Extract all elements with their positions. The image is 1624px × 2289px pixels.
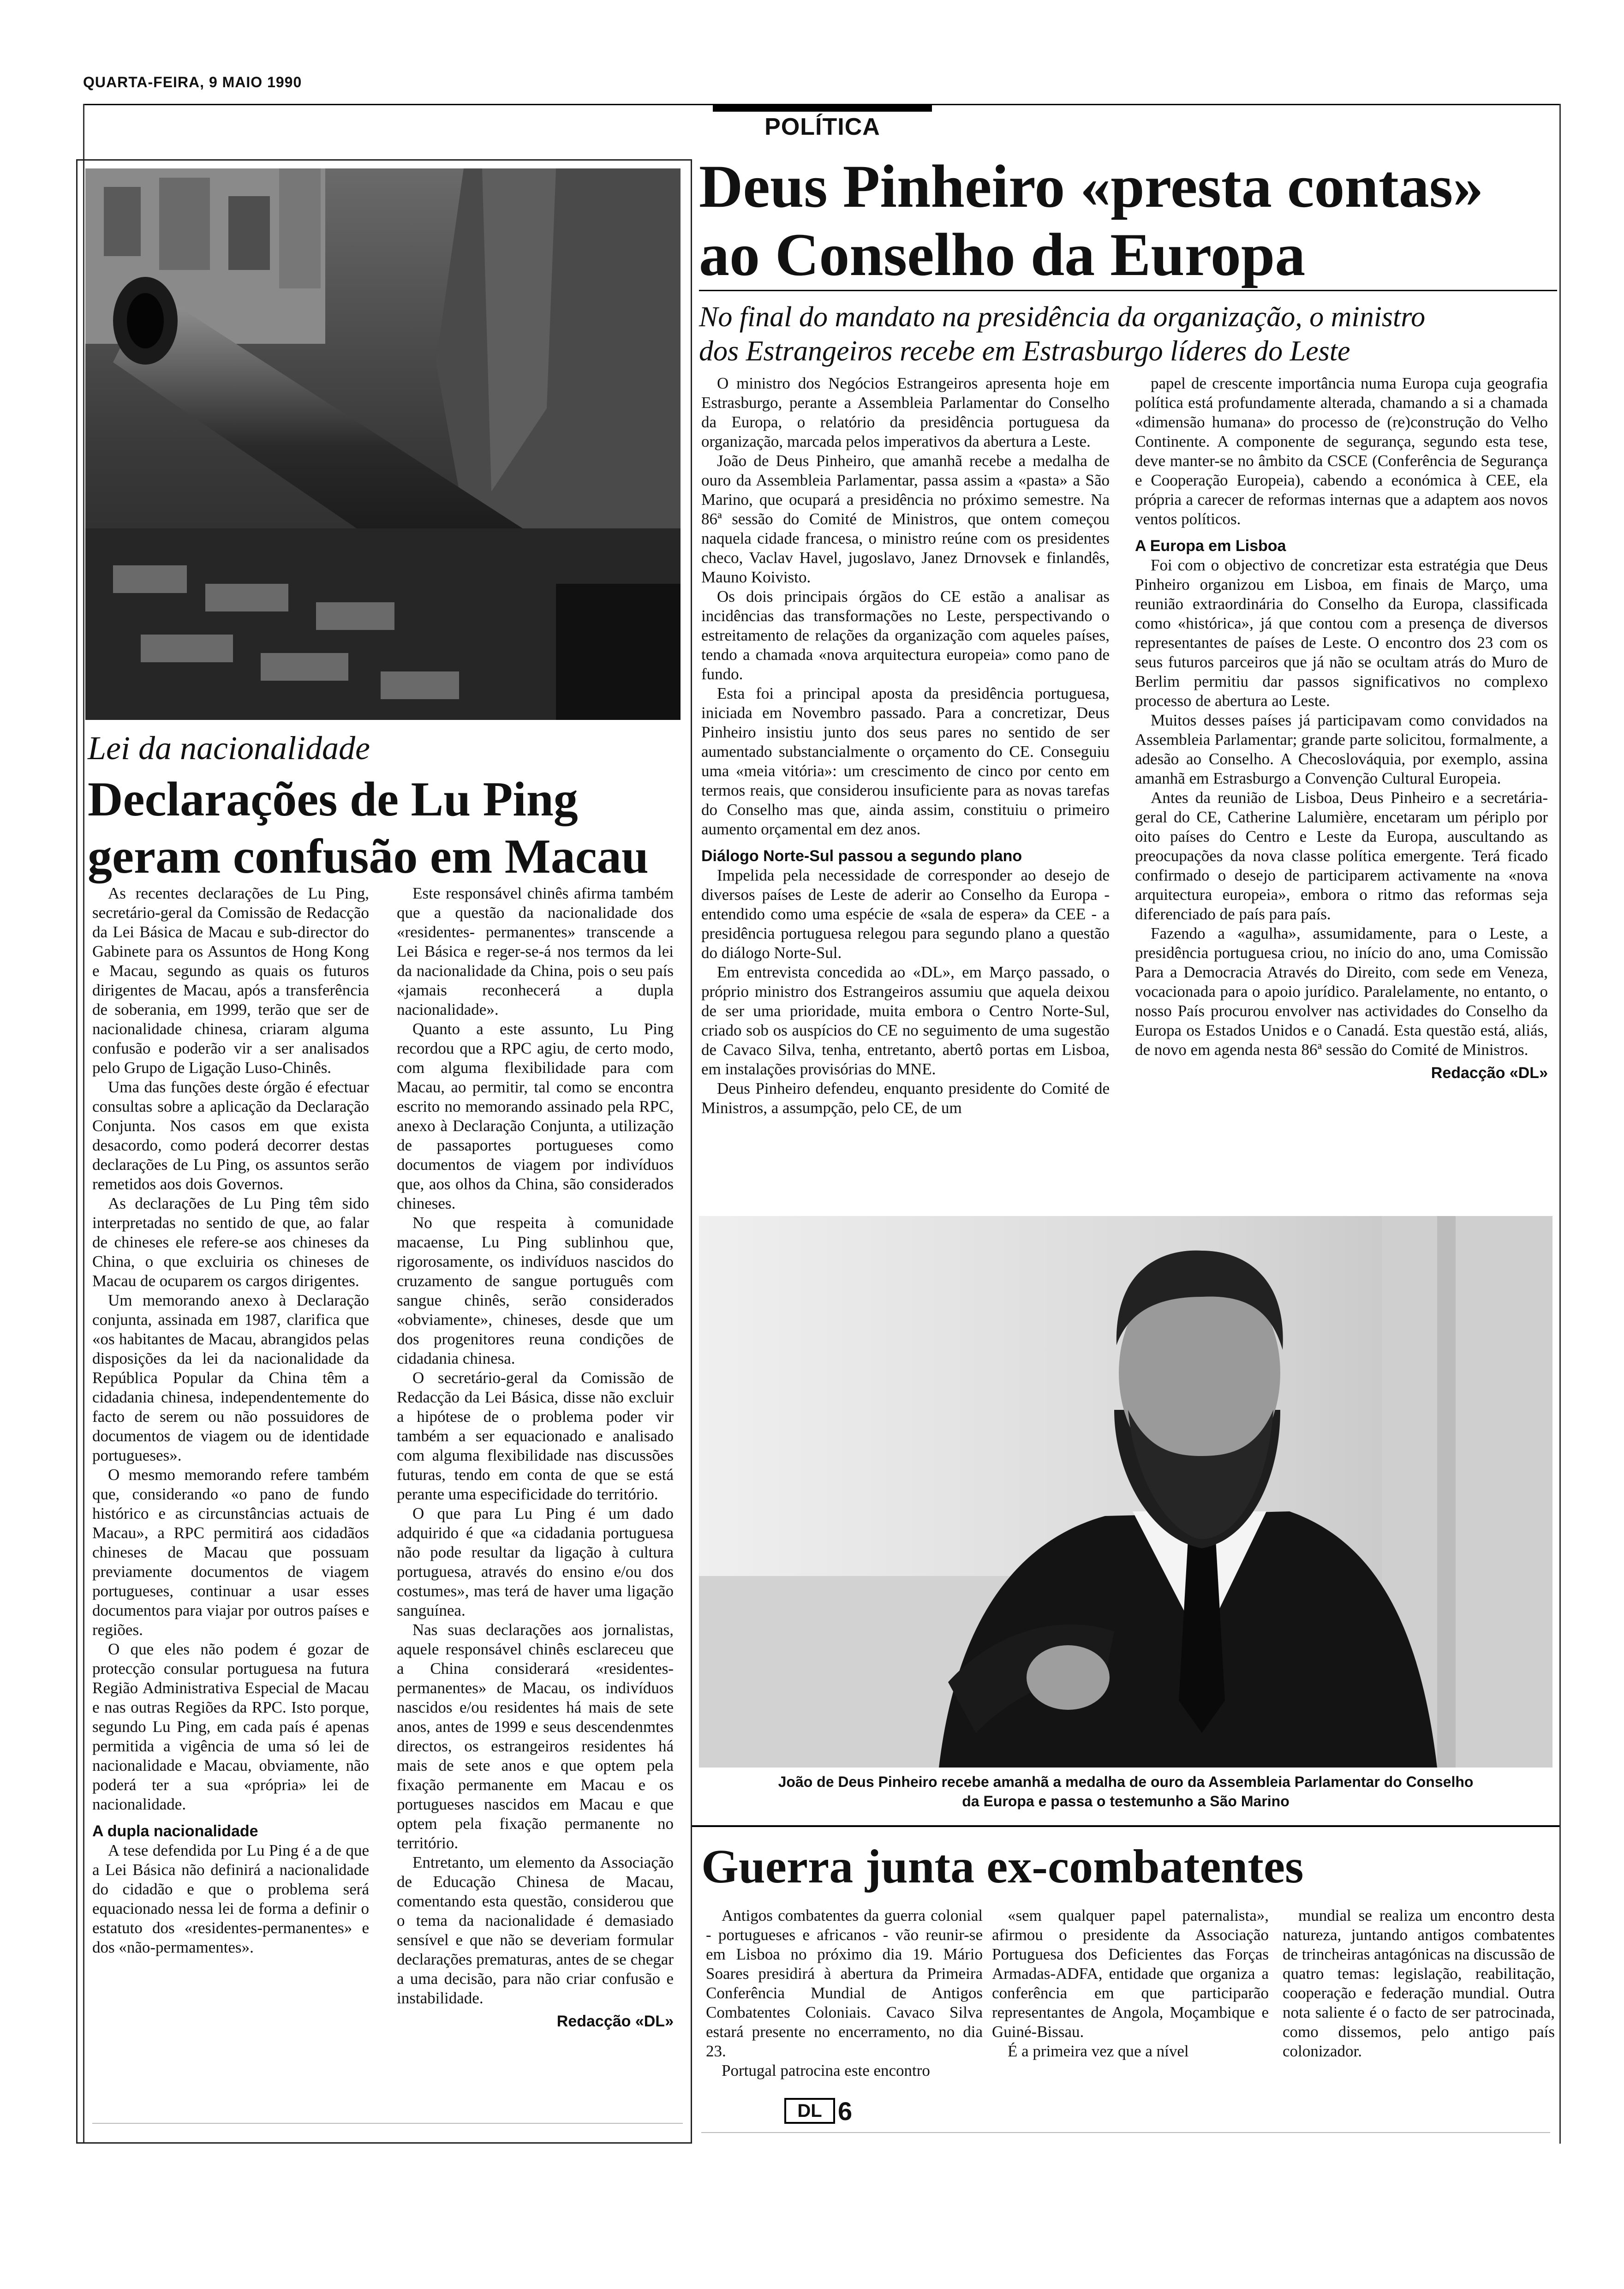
paragraph: Este responsável chinês afirma também que a questão da nacionalidade dos «residentes- permanentes» transcende a Lei Básica e reger-se-á nos termos da lei da nacionalidade da China, pois o seu país «jamais reconhecerá a dupla nacionalidade». xyxy=(397,884,674,1019)
paragraph: Um memorando anexo à Declaração conjunta, assinada em 1987, clarifica que «os habitantes de Macau, abrangidos pelas disposições da lei da nacionalidade da República Popular da China têm a cidadania chinesa, independentemente do facto de serem ou não possuidores de documentos de viagem ou de identidade portugueses». xyxy=(92,1291,369,1464)
bottom-headline: Guerra junta ex-combatentes xyxy=(701,1840,1304,1893)
subheading: A Europa em Lisboa xyxy=(1135,537,1286,555)
subheading: Diálogo Norte-Sul passou a segundo plano xyxy=(701,847,1022,865)
paragraph: O secretário-geral da Comissão de Redacção da Lei Básica, disse não excluir a hipótese de o problema poder vir também a ser equacionado e analisado com alguma flexibilidade nas discussões futuras, tendo em conta de que se está perante uma especificidade do território. xyxy=(397,1369,674,1503)
caption-line: João de Deus Pinheiro recebe amanhã a medalha de ouro da Assembleia Parlamentar do Conselho xyxy=(778,1774,1474,1790)
frame-right-border xyxy=(1559,104,1561,2144)
paragraph: As declarações de Lu Ping têm sido interpretadas no sentido de que, ao falar de chineses ele refere-se aos chineses da China, o que excluiria os chineses de Macau de ocuparem os cargos dirigentes. xyxy=(92,1194,369,1290)
paragraph: O ministro dos Negócios Estrangeiros apresenta hoje em Estrasburgo, perante a Assembleia Parlamentar do Conselho da Europa, o relatório da presidência portuguesa da organização, marcada pelos imperativos da abertura a Leste. xyxy=(701,374,1110,450)
paragraph: Entretanto, um elemento da Associação de Educação Chinesa de Macau, comentando esta questão, considerou que o tema da nacionalidade é demasiado sensível e que não se deveriam formular declarações prematuras, antes de se chegar a uma decisão, para não criar confusão e instabilidade. xyxy=(397,1853,674,2007)
bottom-story-column-2 xyxy=(992,1906,1269,2104)
main-headline-line: Deus Pinheiro «presta contas» xyxy=(699,152,1484,220)
cannon-photo xyxy=(85,168,681,720)
footer-rule xyxy=(701,2132,1550,2133)
dl-logo: DL xyxy=(784,2098,835,2124)
paragraph: Em entrevista concedida ao «DL», em Março passado, o próprio ministro dos Estrangeiros assumiu que aquela deixou de ser uma prioridade, muita embora o Centro Norte-Sul, criado sob os auspícios do CE no seguimento de uma sugestão de Cavaco Silva, tenha, entretanto, abertô portas em Lisboa, em instalações provisórias do MNE. xyxy=(701,963,1110,1078)
paragraph: A tese defendida por Lu Ping é a de que a Lei Básica não definirá a nacionalidade do cidadão e que o problema será equacionado nessa lei de forma a definir o estatuto dos «residentes-permanentes» e dos «não-permamentes». xyxy=(92,1841,369,1956)
main-headline xyxy=(699,152,1557,289)
left-headline-line: geram confusão em Macau xyxy=(88,829,649,883)
left-story-column-2 xyxy=(397,884,674,2084)
caption-line: da Europa e passa o testemunho a São Marino xyxy=(962,1793,1290,1810)
dateline: QUARTA-FEIRA, 9 MAIO 1990 xyxy=(83,74,302,90)
deck-line: dos Estrangeiros recebe em Estrasburgo líderes do Leste xyxy=(699,336,1350,367)
paragraph: Quanto a este assunto, Lu Ping recordou que a RPC agiu, de certo modo, com alguma flexibilidade para com Macau, ao permitir, tal como se encontra escrito no memorando assinado pela RPC, anexo à Declaração Conjunta, a utilização de passaportes portugueses como documentos de viagem por indivíduos que, aos olhos da China, são considerados chineses. xyxy=(397,1020,674,1212)
headline-rule xyxy=(699,290,1557,291)
bottom-story-column-3 xyxy=(1283,1906,1555,2104)
paragraph: «sem qualquer papel paternalista», afirmou o presidente da Associação Portuguesa dos Deficientes das Forças Armadas-ADFA, entidade que organiza a conferência em que participarão representantes de Angola, Moçambique e Guiné-Bissau. xyxy=(992,1906,1269,2041)
left-kicker: Lei da nacionalidade xyxy=(88,730,370,767)
main-story-column-2 xyxy=(1135,374,1548,1200)
paragraph: mundial se realiza um encontro desta natureza, juntando antigos combatentes de trincheiras antagónicas na discussão de quatro temas: legislação, reabilitação, cooperação e federação mundial. Outra nota saliente é o facto de ser patrocinada, como dissemos, pelo antigo país colonizador. xyxy=(1283,1906,1555,2060)
paragraph: Antes da reunião de Lisboa, Deus Pinheiro e a secretária-geral do CE, Catherine Lalumière, encetaram um périplo por oito países do Centro e Leste da Europa, auscultando as preocupações da nova classe política emergente. Terá ficado confirmado o desejo de participarem activamente na «nova arquitectura europeia», embora o ritmo das reformas seja diferenciado de país para país. xyxy=(1135,789,1548,923)
portrait-photo xyxy=(699,1216,1552,1768)
paragraph: Fazendo a «agulha», assumidamente, para o Leste, a presidência portuguesa criou, no início do ano, uma Comissão Para a Democracia Através do Direito, com sede em Veneza, vocacionada para o apoio jurídico. Paralelamente, no entanto, o nosso País procurou envolver nas actividades do Conselho da Europa os Estados Unidos e o Canadá. Esta questão está, aliás, de novo em agenda nesta 86ª sessão do Comité de Ministros. xyxy=(1135,924,1548,1059)
paragraph: Foi com o objectivo de concretizar esta estratégia que Deus Pinheiro organizou em Lisboa, em finais de Março, uma reunião extraordinária do Conselho da Europa, classificada como «histórica», já que contou com a presença de diversos representantes de países de Leste. O encontro dos 23 com os seus futuros parceiros que já não se ocultam atrás do Muro de Berlim permitiu dar passos significativos no complexo processo de abertura ao Leste. xyxy=(1135,556,1548,710)
left-headline-line: Declarações de Lu Ping xyxy=(88,772,578,826)
paragraph: O mesmo memorando refere também que, considerando «o pano de fundo histórico e as circunstâncias actuais de Macau», a RPC permitirá aos cidadãos chineses de Macau que possuam previamente documentos de viagem portugueses, continuar a usar esses documentos para viajar por outros países e regiões. xyxy=(92,1466,369,1639)
page-number: 6 xyxy=(838,2096,853,2126)
page-marker xyxy=(784,2097,877,2124)
left-headline xyxy=(88,771,687,885)
signature: Redacção «DL» xyxy=(556,2013,674,2030)
paragraph: No que respeita à comunidade macaense, Lu Ping sublinhou que, rigorosamente, os indivíduos nascidos do cruzamento de sangue português com sangue chinês, serão considerados «obviamente», chineses, desde que um dos progenitores reuna condições de cidadania chinesa. xyxy=(397,1214,674,1367)
bottom-story-column-1 xyxy=(706,1906,983,2104)
paragraph: Esta foi a principal aposta da presidência portuguesa, iniciada em Novembro passado. Para a concretizar, Deus Pinheiro insistiu junto dos seus pares no sentido de ser aumentado substancialmente o orçamento do CE. Conseguiu uma «meia vitória»: um crescimento de cinco por cento em termos reais, que considerou insuficiente para as novas tarefas do Conselho mas que, ainda assim, constituiu o primeiro aumento orçamental em dez anos. xyxy=(701,684,1110,838)
paragraph: O que eles não podem é gozar de protecção consular portuguesa na futura Região Administrativa Especial de Macau e nas outras Regiões da RPC. Isto porque, segundo Lu Ping, em cada país é apenas permitida a vigência de uma só lei de nacionalidade e Macau, obviamente, não poderá ter a sua «própria» lei de nacionalidade. xyxy=(92,1640,369,1813)
portrait-photo-image xyxy=(699,1216,1552,1768)
main-headline-line: ao Conselho da Europa xyxy=(699,221,1306,288)
photo-caption xyxy=(699,1772,1552,1811)
paragraph: Deus Pinheiro defendeu, enquanto presidente do Comité de Ministros, a assumpção, pelo CE, de um xyxy=(701,1079,1110,1117)
cannon-photo-image xyxy=(85,168,681,720)
paragraph: Impelida pela necessidade de corresponder ao desejo de diversos países de Leste de aderir ao Conselho da Europa - entendido como uma espécie de «sala de espera» da CEE - a presidência portuguesa relegou para segundo plano a questão do diálogo Norte-Sul. xyxy=(701,866,1110,962)
subheading: A dupla nacionalidade xyxy=(92,1822,258,1840)
deck-line: No final do mandato na presidência da organização, o ministro xyxy=(699,301,1426,333)
footer-rule xyxy=(92,2123,683,2124)
paragraph: papel de crescente importância numa Europa cuja geografia política está profundamente alterada, chamando a si a chamada «dimensão humana» do processo de (re)construção do Velho Continente. A componente de segurança, segundo esta tese, deve manter-se no âmbito da CSCE (Conferência de Segurança e Cooperação Europeia), cabendo a económica à CEE, ela própria a carecer de reformas internas que a adaptem aos novos ventos políticos. xyxy=(1135,374,1548,528)
signature: Redacção «DL» xyxy=(1431,1064,1548,1082)
paragraph: Muitos desses países já participavam como convidados na Assembleia Parlamentar; grande parte solicitou, formalmente, a adesão ao Conselho. A Checoslováquia, por exemplo, assina amanhã em Estrasburgo a Convenção Cultural Europeia. xyxy=(1135,711,1548,787)
paragraph: João de Deus Pinheiro, que amanhã recebe a medalha de ouro da Assembleia Parlamentar, passa assim a «pasta» a São Marino, que ocupará a presidência no próximo semestre. Na 86ª sessão do Comité de Ministros, que ontem começou naquela cidade francesa, o ministro reúne com os presidentes checo, Vaclav Havel, jugoslavo, Janez Drnovsek e finlandês, Mauno Koivisto. xyxy=(701,452,1110,586)
paragraph: Antigos combatentes da guerra colonial - portugueses e africanos - vão reunir-se em Lisboa no próximo dia 19. Mário Soares presidirá à abertura da Primeira Conferência Mundial de Antigos Combatentes Coloniais. Cavaco Silva estará presente no encerramento, no dia 23. xyxy=(706,1906,983,2060)
bottom-story-rule xyxy=(692,1825,1559,1827)
left-story-column-1 xyxy=(92,884,369,2084)
paragraph: Portugal patrocina este encontro xyxy=(722,2061,930,2079)
paragraph: Os dois principais órgãos do CE estão a analisar as incidências das transformações no Leste, perspectivando o estreitamento de relações da organização com aqueles países, tendo a chamada «nova arquitectura europeia» como pano de fundo. xyxy=(701,587,1110,683)
paragraph: É a primeira vez que a nível xyxy=(1008,2042,1189,2060)
main-deck xyxy=(699,300,1557,368)
main-story-column-1 xyxy=(701,374,1110,1195)
paragraph: As recentes declarações de Lu Ping, secretário-geral da Comissão de Redacção da Lei Básica de Macau e sub-director do Gabinete para os Assuntos de Hong Kong e Macau, segundo as quais os futuros dirigentes de Macau, após a transferência de soberania, em 1999, terão que ser de nacionalidade chinesa, criaram alguma confusão e poderão vir a ser analisados pelo Grupo de Ligação Luso-Chinês. xyxy=(92,884,369,1077)
paragraph: Uma das funções deste órgão é efectuar consultas sobre a aplicação da Declaração Conjunta. Nos casos em que exista desacordo, como poderá decorrer destas declarações de Lu Ping, os assuntos serão remetidos aos dois Governos. xyxy=(92,1078,369,1193)
paragraph: Nas suas declarações aos jornalistas, aquele responsável chinês esclareceu que a China considerará «residentes-permanentes» de Macau, os indivíduos nascidos e/ou residentes há mais de sete anos, antes de 1999 e seus descendenmtes directos, os estrangeiros residentes há mais de sete anos e que optem pela fixação permanente em Macau e os portugueses nascidos em Macau e que optem pela fixação permanente no território. xyxy=(397,1621,674,1852)
paragraph: O que para Lu Ping é um dado adquirido é que «a cidadania portuguesa não pode resultar da ligação à cultura portuguesa, através do ensino e/ou dos costumes», mas terá de haver uma ligação sanguínea. xyxy=(397,1504,674,1619)
section-label: POLÍTICA xyxy=(764,114,880,140)
section-tag xyxy=(713,105,932,142)
